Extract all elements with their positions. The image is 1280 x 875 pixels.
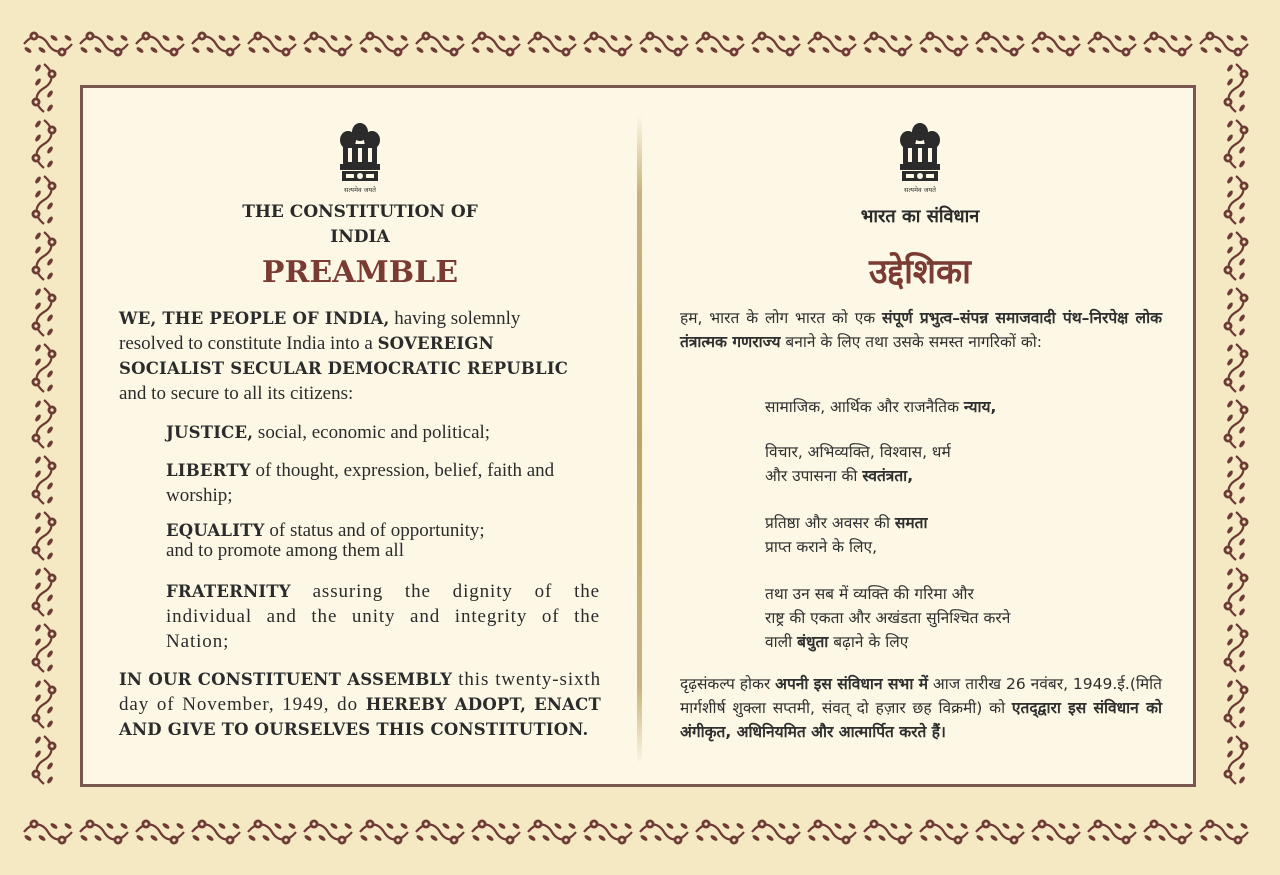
heading-hindi: भारत का संविधान — [860, 206, 980, 227]
emblem-caption-english: सत्यमेव जयते — [344, 186, 376, 194]
intro-text-2: and to secure to all its citizens: — [119, 383, 354, 404]
justice-text: social, economic and political; — [253, 422, 491, 443]
hindi-intro-text-2: बनाने के लिए तथा उसके समस्त नागरिकों को: — [780, 333, 1042, 351]
hindi-justice-clause — [765, 395, 1145, 419]
ornament-border-bottom — [20, 810, 1260, 854]
hindi-justice-label: न्याय, — [963, 398, 997, 416]
hindi-intro-paragraph — [680, 306, 1162, 354]
hindi-liberty-text-1: विचार, अभिव्यक्ति, विश्वास, धर्म — [765, 443, 951, 461]
english-closing-paragraph — [119, 667, 601, 742]
hindi-closing-text-1: दृढ़संकल्प होकर — [680, 675, 776, 693]
hindi-justice-text: सामाजिक, आर्थिक और राजनैतिक — [765, 398, 964, 416]
hindi-equality-clause — [765, 511, 1145, 559]
english-intro-paragraph — [119, 306, 587, 406]
hindi-closing-paragraph — [680, 672, 1162, 744]
justice-label: JUSTICE, — [166, 423, 254, 442]
equality-text-1: of status and of opportunity; — [264, 520, 485, 541]
hindi-equality-label: समता — [894, 514, 928, 532]
liberty-clause — [166, 458, 602, 508]
hindi-fraternity-text-3: वाली — [765, 633, 798, 651]
hindi-liberty-label: स्वतंत्रता, — [862, 467, 914, 485]
hindi-closing-text-2: आज तारीख 26 नवंबर, 1949.ई.(मिति मार्गशीर्ष शुक्ला सप्तमी, संवत् दो हज़ार छह विक्रमी) को — [680, 675, 1163, 717]
state-emblem-icon — [334, 118, 386, 196]
ornament-border-left — [22, 60, 66, 815]
state-emblem-icon-hindi — [894, 118, 946, 196]
hindi-equality-text-1: प्रतिष्ठा और अवसर की — [765, 514, 895, 532]
equality-label: EQUALITY — [166, 521, 265, 540]
hindi-assembly-text: अपनी इस संविधान सभा में — [775, 675, 928, 693]
equality-text-2: and to promote among them all — [166, 540, 404, 561]
liberty-text: of thought, expression, belief, faith and worship; — [166, 460, 555, 506]
hindi-fraternity-text-4: बढ़ाने के लिए — [828, 633, 909, 651]
fraternity-clause — [166, 579, 600, 654]
heading-english-line2: INDIA — [330, 227, 390, 247]
fraternity-label: FRATERNITY — [166, 582, 291, 601]
hindi-liberty-clause — [765, 440, 1145, 488]
hindi-fraternity-clause — [765, 582, 1145, 654]
title-uddeshika: उद्देशिका — [869, 252, 971, 292]
title-preamble: PREAMBLE — [261, 255, 459, 290]
heading-english-line1: THE CONSTITUTION OF — [242, 202, 478, 222]
we-the-people-text: WE, THE PEOPLE OF INDIA, — [119, 309, 390, 328]
republic-text: SOVEREIGN SOCIALIST SECULAR DEMOCRATIC REPUBLIC — [119, 334, 569, 378]
hindi-fraternity-label: बंधुता — [797, 633, 829, 651]
hindi-republic-text: संपूर्ण प्रभुत्व–संपन्न समाजवादी पंथ–निरपेक्ष लोक तंत्रात्मक गणराज्य — [680, 309, 1162, 351]
hindi-fraternity-text-1: तथा उन सब में व्यक्ति की गरिमा और — [765, 585, 974, 603]
hindi-liberty-text-2: और उपासना की — [765, 467, 863, 485]
center-divider — [637, 115, 642, 765]
hindi-equality-text-2: प्राप्त कराने के लिए, — [765, 538, 878, 556]
ornament-border-right — [1214, 60, 1258, 815]
closing-text: this twenty-sixth day of November, 1949, do — [119, 669, 601, 715]
hereby-adopt-text: HEREBY ADOPT, ENACT AND GIVE TO OURSELVES THIS CONSTITUTION. — [119, 695, 601, 739]
equality-clause — [166, 521, 602, 561]
intro-text-1: having solemnly resolved to constitute India into a — [119, 308, 521, 354]
emblem-caption-hindi: सत्यमेव जयते — [904, 186, 936, 194]
heading-english — [200, 200, 520, 250]
justice-clause — [166, 420, 602, 445]
hindi-adopt-text: एतद्‌द्वारा इस संविधान को अंगीकृत, अधिनियमित और आत्मार्पित करते हैं। — [680, 699, 1162, 741]
constituent-assembly-text: IN OUR CONSTITUENT ASSEMBLY — [119, 670, 453, 689]
hindi-intro-text-1: हम, भारत के लोग भारत को एक — [680, 309, 883, 327]
ornament-border-top — [20, 22, 1260, 66]
fraternity-text: assuring the dignity of the individual and the unity and integrity of the Nation; — [166, 581, 600, 652]
liberty-label: LIBERTY — [166, 461, 251, 480]
hindi-fraternity-text-2: राष्ट्र की एकता और अखंडता सुनिश्चित करने — [765, 609, 1011, 627]
